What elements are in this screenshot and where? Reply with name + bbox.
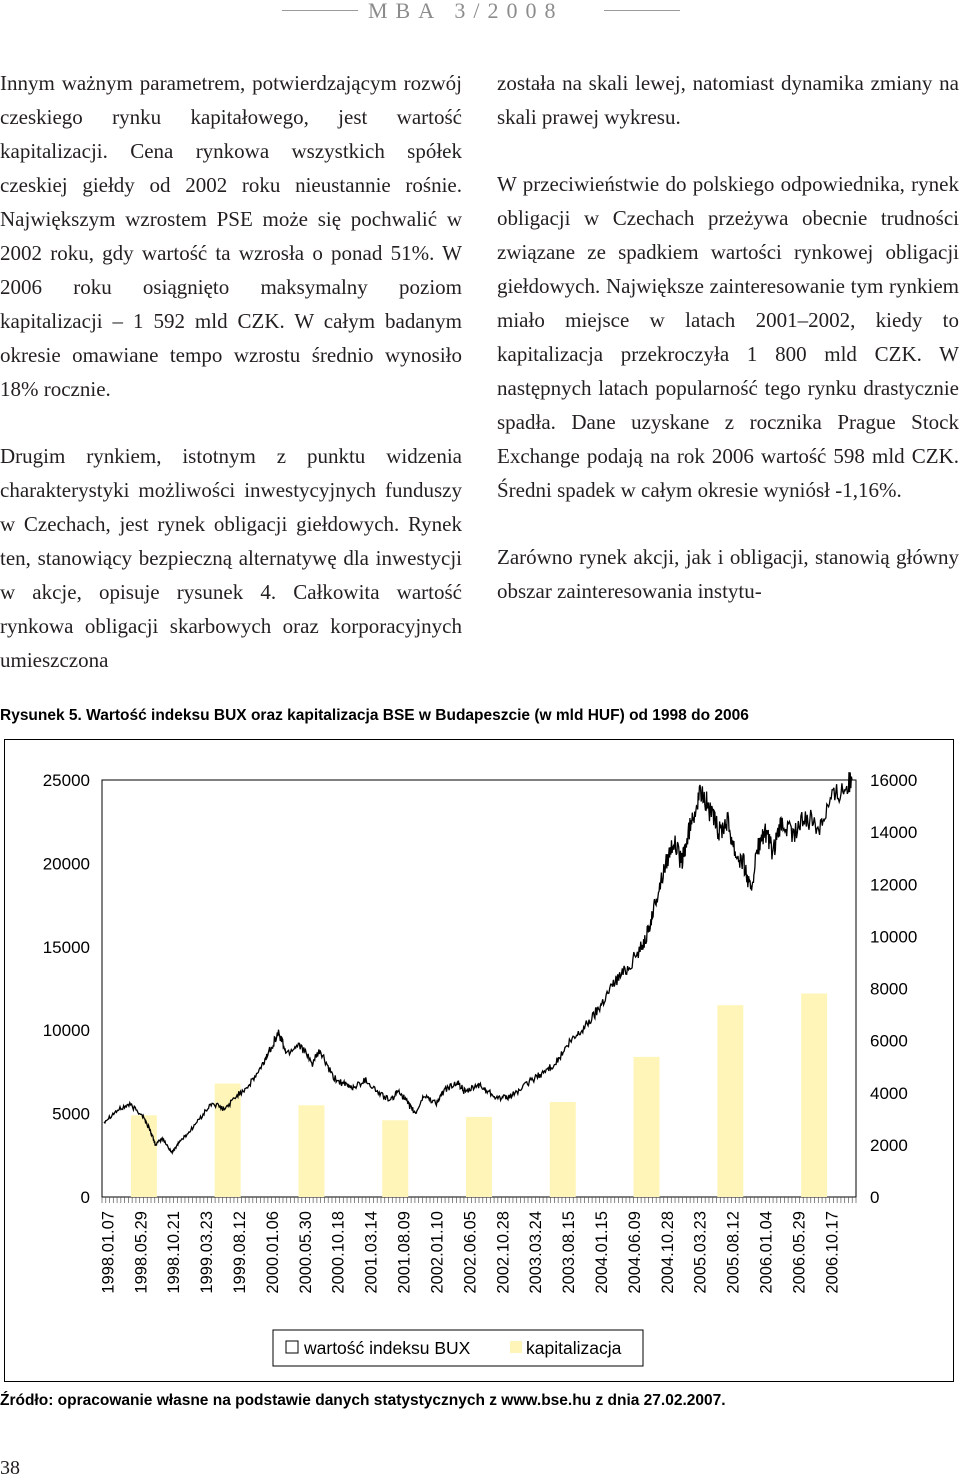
capitalization-bar [466, 1117, 492, 1197]
x-axis-tick-label: 2002.01.10 [428, 1211, 447, 1294]
x-axis-tick-label: 1999.08.12 [230, 1211, 249, 1294]
paragraph: W przeciwieństwie do polskiego odpowiednika, rynek obligacji w Czechach przeżywa obecnie trudności związane ze spadkiem wartości rynkowej obligacji giełdowych. Największe zainteresowanie tym rynkiem miało miejsce w latach 2001–2002, kiedy to kapitalizacja przekroczyła 1 800 mld CZK. W następnych latach popularność tego rynku drastycznie spadła. Dane uzyskane z rocznika Prague Stock Exchange podają na rok 2006 wartość 598 mld CZK. Średni spadek w całym okresie wyniósł -1,16%. [497, 172, 959, 502]
x-axis-tick-label: 2002.10.28 [494, 1211, 513, 1294]
journal-title: MBA 3/2008 [368, 0, 564, 23]
capitalization-bar [215, 1084, 241, 1197]
left-axis-tick-label: 20000 [42, 854, 90, 874]
bux-capitalization-chart [5, 740, 953, 1381]
left-axis-tick-label: 15000 [42, 937, 90, 957]
left-axis-tick-label: 10000 [42, 1021, 90, 1041]
right-axis-tick-label: 2000 [870, 1135, 908, 1155]
x-axis-tick-label: 1998.10.21 [165, 1211, 184, 1294]
paragraph: Zarówno rynek akcji, jak i obligacji, stanowią główny obszar zainteresowania instytu- [497, 545, 959, 603]
x-axis-tick-label: 2000.05.30 [296, 1211, 315, 1294]
right-text-column [497, 66, 959, 608]
paragraph: Drugim rynkiem, istotnym z punktu widzenia charakterystyki możliwości inwestycyjnych funduszy w Czechach, jest rynek obligacji giełdowych. Rynek ten, stanowiący bezpieczną alternatywę dla inwestycji w akcje, opisuje rysunek 4. Całkowita wartość rynkowa obligacji skarbowych oraz korporacyjnych umieszczona [0, 444, 462, 672]
right-axis-tick-label: 10000 [870, 927, 918, 947]
x-axis-tick-label: 2006.10.17 [823, 1211, 842, 1294]
chart-frame [4, 739, 954, 1382]
x-axis-tick-label: 2006.01.04 [757, 1211, 776, 1294]
right-axis-tick-label: 0 [870, 1188, 880, 1207]
left-axis-tick-label: 25000 [42, 771, 90, 790]
figure-caption: Rysunek 5. Wartość indeksu BUX oraz kapitalizacja BSE w Budapeszcie (w mld HUF) od 1998 do 2006 [0, 707, 749, 724]
x-axis-tick-label: 2005.03.23 [691, 1211, 710, 1294]
header-rule-left [282, 10, 358, 11]
paragraph: została na skali lewej, natomiast dynamika zmiany na skali prawej wykresu. [497, 71, 959, 129]
left-text-column [0, 66, 462, 677]
right-axis-tick-label: 16000 [870, 771, 918, 790]
x-axis-tick-label: 2000.01.06 [263, 1211, 282, 1294]
legend-label-bux: wartość indeksu BUX [304, 1338, 471, 1358]
x-axis-tick-label: 2000.10.18 [329, 1211, 348, 1294]
x-axis-tick-label: 2004.10.28 [658, 1211, 677, 1294]
page-number: 38 [0, 1457, 20, 1479]
right-axis-tick-label: 4000 [870, 1083, 908, 1103]
x-axis-tick-label: 1998.05.29 [132, 1211, 151, 1294]
legend-swatch-capitalization [510, 1341, 522, 1353]
right-axis-tick-label: 6000 [870, 1031, 908, 1051]
x-axis-tick-label: 2003.03.24 [527, 1211, 546, 1294]
header-rule-right [604, 10, 680, 11]
capitalization-bar [801, 994, 827, 1197]
paragraph: Innym ważnym parametrem, potwierdzającym rozwój czeskiego rynku kapitałowego, jest wartość kapitalizacji. Cena rynkowa wszystkich spółek czeskiej giełdy od 2002 roku nieustannie rośnie. Największym wzrostem PSE może się pochwalić w 2002 roku, gdy wartość ta wzrosła o ponad 51%. W 2006 roku osiągnięto maksymalny poziom kapitalizacji – 1 592 mld CZK. W całym badanym okresie omawiane tempo wzrostu średnio wynosiło 18% rocznie. [0, 71, 462, 401]
x-axis-tick-label: 1998.01.07 [99, 1211, 118, 1294]
capitalization-bar [131, 1115, 157, 1197]
x-axis-tick-label: 2004.06.09 [625, 1211, 644, 1294]
legend-label-capitalization: kapitalizacja [526, 1338, 622, 1358]
x-axis-tick-label: 2005.08.12 [724, 1211, 743, 1294]
right-axis-tick-label: 8000 [870, 979, 908, 999]
x-axis-tick-label: 2003.08.15 [560, 1211, 579, 1294]
x-axis-tick-label: 2001.08.09 [395, 1211, 414, 1294]
capitalization-bar [717, 1005, 743, 1197]
x-axis-tick-label: 2004.01.15 [592, 1211, 611, 1294]
x-axis-tick-label: 2002.06.05 [461, 1211, 480, 1294]
right-axis-tick-label: 12000 [870, 875, 918, 895]
x-axis-tick-label: 1999.03.23 [198, 1211, 217, 1294]
capitalization-bar [634, 1057, 660, 1197]
capitalization-bar [550, 1102, 576, 1197]
left-axis-tick-label: 5000 [52, 1104, 90, 1124]
capitalization-bar [298, 1105, 324, 1197]
legend-swatch-bux [286, 1341, 298, 1353]
x-axis-tick-label: 2006.05.29 [790, 1211, 809, 1294]
capitalization-bar [382, 1120, 408, 1197]
running-header [0, 0, 960, 22]
left-axis-tick-label: 0 [80, 1188, 90, 1207]
figure-source: Źródło: opracowanie własne na podstawie danych statystycznych z www.bse.hu z dnia 27.02.2007. [0, 1392, 726, 1409]
right-axis-tick-label: 14000 [870, 823, 918, 843]
x-axis-tick-label: 2001.03.14 [362, 1211, 381, 1294]
